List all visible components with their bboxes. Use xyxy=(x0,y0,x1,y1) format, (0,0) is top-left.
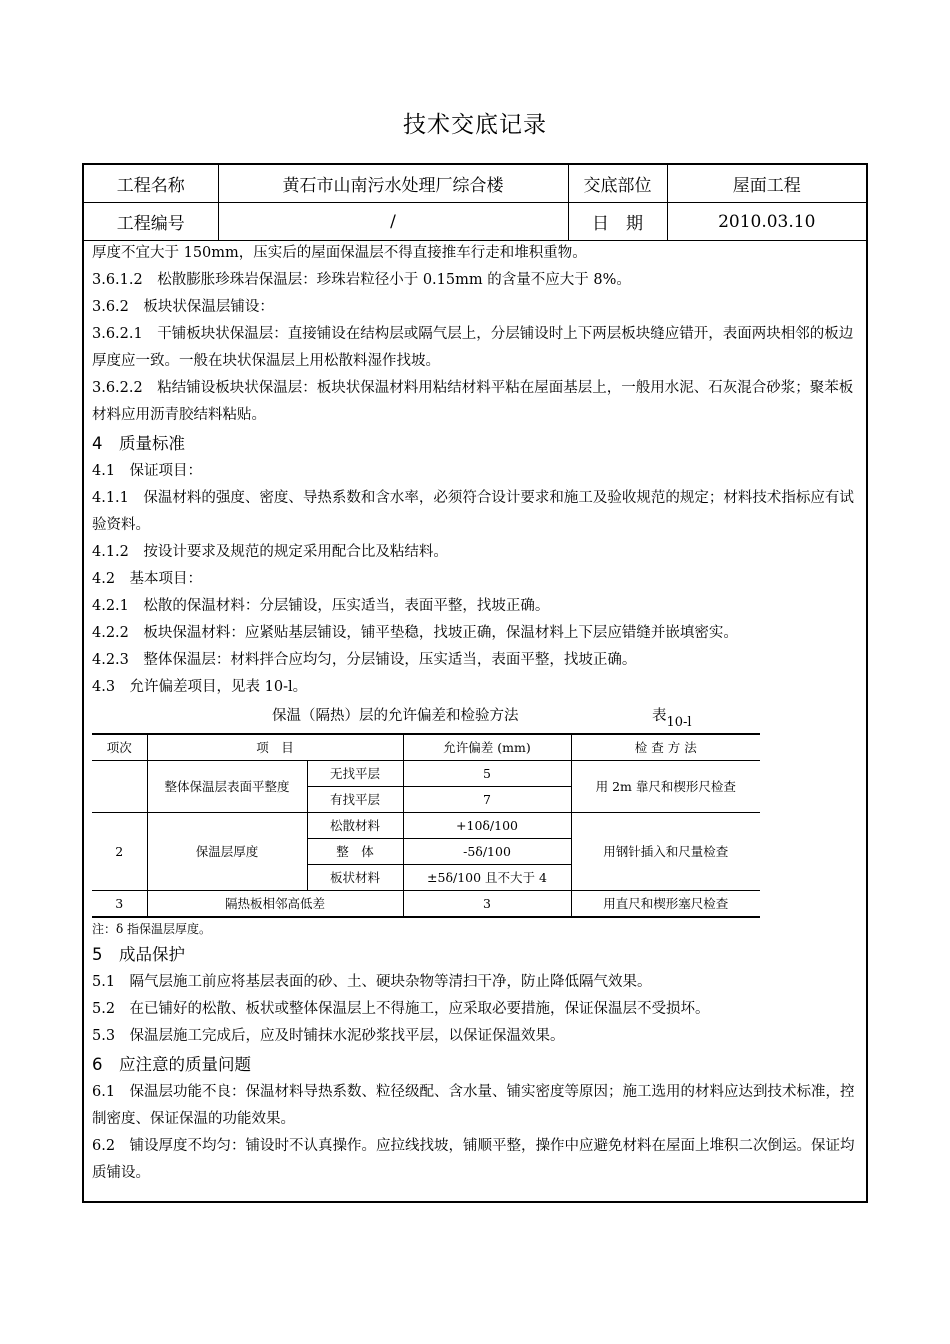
paragraph: 3.6.2.2 粘结铺设板块状保温层：板块状保温材料用粘结材料平粘在屋面基层上，一般用水泥、石灰混合砂浆；聚苯板材料应用沥青胶结料粘贴。 xyxy=(92,380,854,423)
cell-method: 用 2m 靠尺和楔形尺检查 xyxy=(571,761,760,813)
paragraph: 4.2.2 板块保温材料：应紧贴基层铺设，铺平垫稳，找坡正确，保温材料上下层应错缝并嵌填密实。 xyxy=(92,625,738,641)
table-row xyxy=(92,813,760,839)
table-label: 表 xyxy=(652,708,667,724)
paragraph: 厚度不宜大于 150mm，压实后的屋面保温层不得直接推车行走和堆积重物。 xyxy=(92,245,587,261)
cell-item: 保温层厚度 xyxy=(147,813,307,891)
page-title: 技术交底记录 xyxy=(403,112,547,138)
th-no: 项次 xyxy=(92,734,147,761)
cell-value: 7 xyxy=(403,787,571,813)
cell-item: 隔热板相邻高低差 xyxy=(147,891,403,918)
table-caption: 保温（隔热）层的允许偏差和检验方法 xyxy=(272,708,519,724)
paragraph: 5.3 保温层施工完成后，应及时铺抹水泥砂浆找平层，以保证保温效果。 xyxy=(92,1028,565,1044)
project-name-label: 工程名称 xyxy=(84,165,218,203)
section-heading: 5 成品保护 xyxy=(92,945,185,964)
cell-no xyxy=(92,761,147,813)
table-row xyxy=(92,761,760,787)
record-frame xyxy=(82,163,868,1203)
table-no: 10-l xyxy=(666,715,692,730)
project-no-label: 工程编号 xyxy=(84,203,218,241)
th-tolerance: 允许偏差 (mm) xyxy=(403,734,571,761)
cell-sub: 松散材料 xyxy=(307,813,403,839)
table-note: 注：δ 指保温层厚度。 xyxy=(92,922,212,936)
paragraph: 4.1.1 保温材料的强度、密度、导热系数和含水率，必须符合设计要求和施工及验收规范的规定；材料技术指标应有试验资料。 xyxy=(92,490,854,533)
cell-value: 3 xyxy=(403,891,571,918)
part-value: 屋面工程 xyxy=(667,165,866,203)
cell-sub: 有找平层 xyxy=(307,787,403,813)
cell-value: 5 xyxy=(403,761,571,787)
paragraph: 4.2 基本项目： xyxy=(92,571,203,587)
paragraph: 3.6.2.1 干铺板块状保温层：直接铺设在结构层或隔气层上，分层铺设时上下两层板块缝应错开，表面两块相邻的板边厚度应一致。一般在块状保温层上用松散料湿作找坡。 xyxy=(92,326,854,369)
project-name-value: 黄石市山南污水处理厂综合楼 xyxy=(218,165,568,203)
paragraph: 4.3 允许偏差项目，见表 10-l。 xyxy=(92,679,308,695)
section-heading: 4 质量标准 xyxy=(92,434,185,453)
cell-method: 用钢针插入和尺量检查 xyxy=(571,813,760,891)
paragraph: 4.2.1 松散的保温材料：分层铺设，压实适当，表面平整，找坡正确。 xyxy=(92,598,550,614)
th-item: 项 目 xyxy=(147,734,403,761)
cell-sub: 整 体 xyxy=(307,839,403,865)
section-heading: 6 应注意的质量问题 xyxy=(92,1055,251,1074)
body-text xyxy=(92,240,862,1187)
part-label: 交底部位 xyxy=(568,165,667,203)
tolerance-table xyxy=(92,733,760,918)
paragraphs-b xyxy=(92,940,862,1187)
cell-value: -5δ/100 xyxy=(403,839,571,865)
cell-sub: 板状材料 xyxy=(307,865,403,891)
paragraph: 5.2 在已铺好的松散、板状或整体保温层上不得施工，应采取必要措施，保证保温层不受损坏。 xyxy=(92,1001,710,1017)
cell-no: 2 xyxy=(92,813,147,891)
paragraph: 6.2 铺设厚度不均匀：铺设时不认真操作。应拉线找坡，铺顺平整，操作中应避免材料在屋面上堆积二次倒运。保证均质铺设。 xyxy=(92,1138,855,1181)
project-no-value: / xyxy=(218,203,568,241)
cell-value: +10δ/100 xyxy=(403,813,571,839)
paragraph: 6.1 保温层功能不良：保温材料导热系数、粒径级配、含水量、铺实密度等原因；施工选用的材料应达到技术标准，控制密度、保证保温的功能效果。 xyxy=(92,1084,855,1127)
paragraph: 4.1 保证项目： xyxy=(92,463,203,479)
paragraph: 3.6.2 板块状保温层铺设： xyxy=(92,299,274,315)
date-label: 日 期 xyxy=(568,203,667,241)
header-table xyxy=(84,165,866,241)
table-header-row xyxy=(92,734,760,761)
cell-item: 整体保温层表面平整度 xyxy=(147,761,307,813)
cell-sub: 无找平层 xyxy=(307,761,403,787)
paragraph: 4.1.2 按设计要求及规范的规定采用配合比及粘结料。 xyxy=(92,544,448,560)
paragraph: 4.2.3 整体保温层：材料拌合应均匀，分层铺设，压实适当，表面平整，找坡正确。 xyxy=(92,652,637,668)
date-value: 2010.03.10 xyxy=(667,203,866,241)
table-number xyxy=(652,703,692,730)
paragraphs-a xyxy=(92,240,862,701)
cell-method: 用直尺和楔形塞尺检查 xyxy=(571,891,760,918)
cell-no: 3 xyxy=(92,891,147,918)
table-row xyxy=(92,891,760,918)
th-method: 检 查 方 法 xyxy=(571,734,760,761)
table-caption-row xyxy=(92,701,862,733)
paragraph: 5.1 隔气层施工前应将基层表面的砂、土、硬块杂物等清扫干净，防止降低隔气效果。 xyxy=(92,974,652,990)
paragraph: 3.6.1.2 松散膨胀珍珠岩保温层：珍珠岩粒径小于 0.15mm 的含量不应大于 8%。 xyxy=(92,272,631,288)
cell-value: ±5δ/100 且不大于 4 xyxy=(403,865,571,891)
